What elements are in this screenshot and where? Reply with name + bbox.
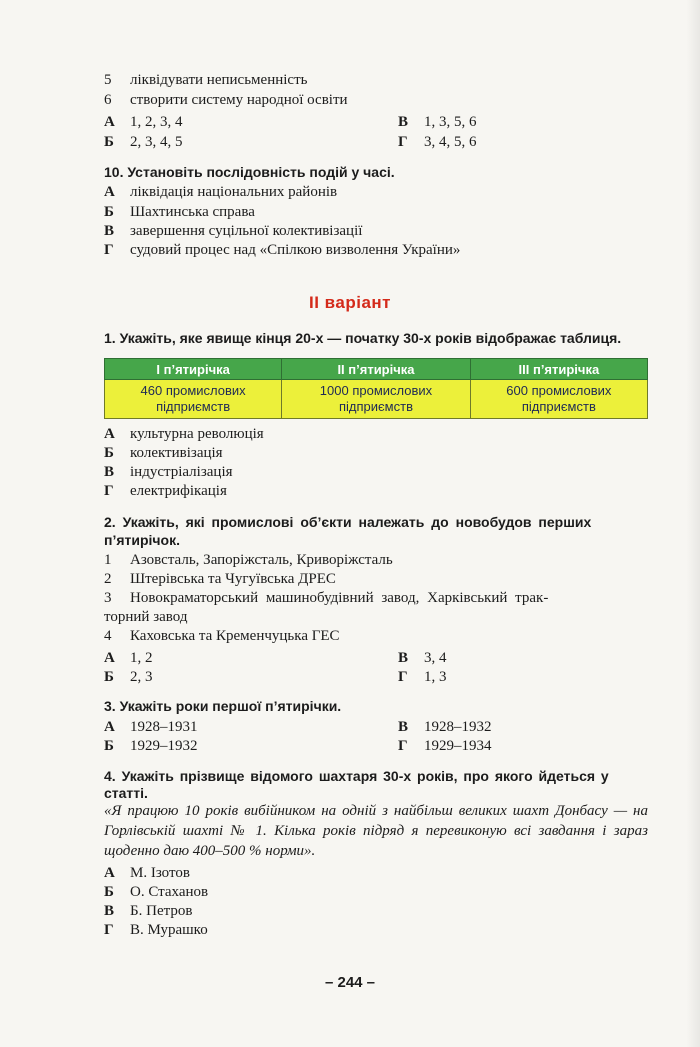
v2q4-option-g: Г В. Мурашко bbox=[104, 922, 208, 938]
v2q2-item-3: 3 Новокраматорський машинобудівний завод, Харківський трак- bbox=[104, 590, 549, 606]
q9-option-v: В 1, 3, 5, 6 bbox=[398, 114, 477, 130]
v2q2-option-b: Б 2, 3 bbox=[104, 669, 153, 685]
q9-item-5: 5 ліквідувати неписьменність bbox=[104, 72, 308, 88]
page-number: – 244 – bbox=[324, 974, 376, 991]
q10-option-g: Г судовий процес над «Спілкою визволення України» bbox=[104, 242, 461, 258]
v2q2-item-3-cont: торний завод bbox=[104, 609, 188, 625]
table-cell: 460 промислових підприємств bbox=[105, 380, 282, 419]
q9-option-b: Б 2, 3, 4, 5 bbox=[104, 134, 183, 150]
v2q3-option-a: А 1928–1931 bbox=[104, 719, 198, 735]
v2q2-option-v: В 3, 4 bbox=[398, 650, 447, 666]
v2q3-option-b: Б 1929–1932 bbox=[104, 738, 198, 754]
v2q3-option-g: Г 1929–1934 bbox=[398, 738, 492, 754]
table-header-cell: ІІІ п’ятирічка bbox=[470, 359, 647, 380]
table-cell: 1000 промислових підприємств bbox=[282, 380, 470, 419]
article-quote: «Я працюю 10 років вибійником на одній з найбільш великих шахт Донбасу — на Горлівській шахті № 1. Кілька років підряд я перевиконую всі завдання і зараз щоденно даю 400–500 % норми». bbox=[104, 803, 648, 859]
table-header-cell: ІІ п’ятирічка bbox=[282, 359, 470, 380]
variant-title: ІІ варіант bbox=[308, 293, 391, 312]
q10-option-a: А ліквідація національних районів bbox=[104, 184, 338, 200]
v2q1-option-b: Б колективізація bbox=[104, 445, 223, 461]
q10-option-v: В завершення суцільної колективізації bbox=[104, 223, 363, 239]
v2q2-item-2: 2 Штерівська та Чугуївська ДРЕС bbox=[104, 571, 336, 587]
v2q2-option-a: А 1, 2 bbox=[104, 650, 153, 666]
v2q3-option-v: В 1928–1932 bbox=[398, 719, 492, 735]
v2q1-option-a: А культурна революція bbox=[104, 426, 264, 442]
v2q1-option-g: Г електрифікація bbox=[104, 483, 227, 499]
v2q3-question: 3. Укажіть роки першої п’ятирічки. bbox=[104, 698, 342, 714]
q9-option-a: А 1, 2, 3, 4 bbox=[104, 114, 183, 130]
v2q4-option-b: Б О. Стаханов bbox=[104, 884, 209, 900]
table-header-cell: І п’ятирічка bbox=[105, 359, 282, 380]
v2q2-option-g: Г 1, 3 bbox=[398, 669, 447, 685]
five-year-plan-table bbox=[104, 358, 648, 419]
q10-option-b: Б Шахтинська справа bbox=[104, 204, 255, 220]
v2q4-question-line1: 4. Укажіть прізвище відомого шахтаря 30-х років, про якого йдеться у bbox=[104, 768, 609, 784]
v2q2-item-1: 1 Азовсталь, Запоріжсталь, Криворіжсталь bbox=[104, 552, 393, 568]
v2q1-question: 1. Укажіть, яке явище кінця 20-х — початку 30-х років відображає таблиця. bbox=[104, 330, 622, 346]
v2q2-question-line1: 2. Укажіть, які промислові об’єкти належать до новобудов перших bbox=[104, 514, 592, 530]
v2q4-option-a: А М. Ізотов bbox=[104, 865, 190, 881]
v2q4-question-line2: статті. bbox=[104, 785, 148, 801]
v2q2-item-4: 4 Каховська та Кременчуцька ГЕС bbox=[104, 628, 340, 644]
v2q2-question-line2: п’ятирічок. bbox=[104, 532, 180, 548]
v2q4-option-v: В Б. Петров bbox=[104, 903, 193, 919]
v2q1-option-v: В індустріалізація bbox=[104, 464, 233, 480]
table-header-row bbox=[105, 359, 648, 380]
q10-question: 10. Установіть послідовність подій у часі. bbox=[104, 164, 395, 180]
q9-option-g: Г 3, 4, 5, 6 bbox=[398, 134, 477, 150]
q9-item-6: 6 створити систему народної освіти bbox=[104, 92, 348, 108]
page-edge-shadow bbox=[686, 0, 700, 1047]
table-row bbox=[105, 380, 648, 419]
table-cell: 600 промислових підприємств bbox=[470, 380, 647, 419]
